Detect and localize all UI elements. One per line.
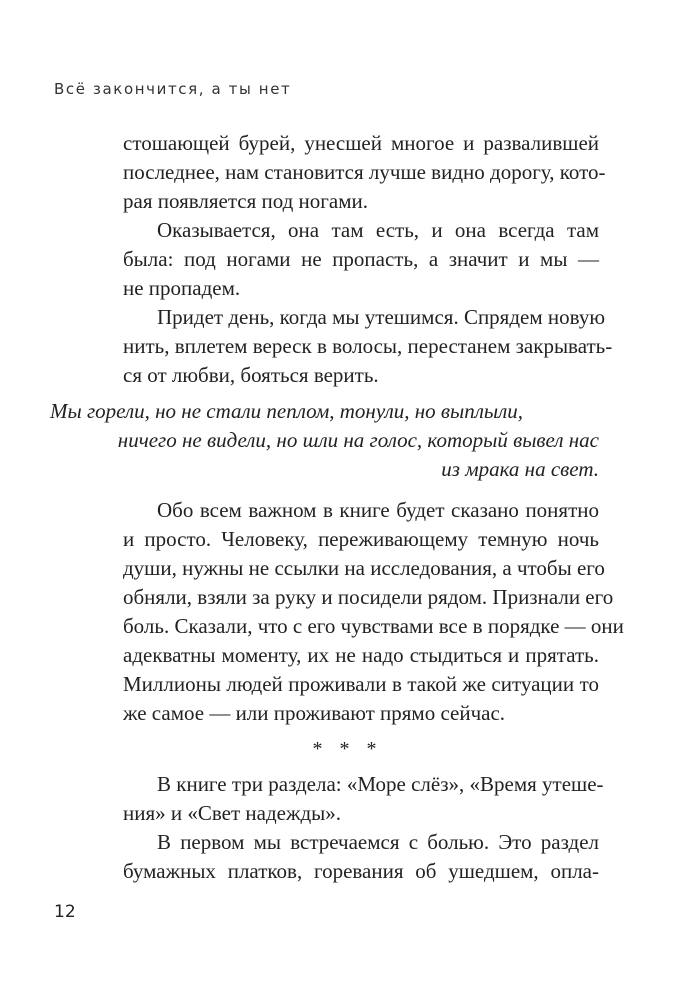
epigraph-line: ничего не видели, но шли на голос, который вывел нас	[117, 428, 599, 452]
epigraph-line: из мрака на свет.	[441, 457, 599, 481]
text-line: адекватны моменту, их не надо стыдиться и прятать.	[123, 643, 599, 667]
text-line: была: под ногами не пропасть, а значит и мы —	[123, 247, 599, 271]
text-line: нить, вплетем вереск в волосы, перестанем закрывать-	[123, 334, 613, 358]
text-line: обняли, взяли за руку и посидели рядом. Признали его	[123, 585, 614, 609]
text-line: последнее, нам становится лучше видно дорогу, кото-	[123, 160, 606, 184]
text-line: боль. Сказали, что с его чувствами все в порядке — они	[123, 614, 624, 638]
text-line: В книге три раздела: «Море слёз», «Время утеше-	[157, 772, 604, 796]
text-line: Придет день, когда мы утешимся. Спрядем новую	[157, 305, 606, 329]
epigraph	[50, 397, 599, 484]
page-number: 12	[54, 902, 76, 922]
text-line: бумажных платков, горевания об ушедшем, опла-	[123, 859, 599, 883]
text-line: В первом мы встречаемся с болью. Это раздел	[157, 830, 599, 854]
body-text-block-2	[123, 496, 624, 728]
body-text-block-3	[123, 770, 604, 886]
body-text-block-1	[123, 129, 613, 390]
text-line: Миллионы людей проживали в такой же ситуации то	[123, 672, 599, 696]
text-line: ния» и «Свет надежды».	[123, 801, 342, 825]
text-line: же самое — или проживают прямо сейчас.	[123, 701, 506, 725]
text-line: Оказывается, она там есть, и она всегда там	[157, 218, 599, 242]
epigraph-line: Мы горели, но не стали пеплом, тонули, но выплыли,	[50, 399, 524, 423]
text-line: души, нужны не ссылки на исследования, а чтобы его	[123, 556, 605, 580]
text-line: Обо всем важном в книге будет сказано понятно	[157, 498, 599, 522]
text-line: стошающей бурей, унесшей многое и развалившей	[123, 131, 599, 155]
text-line: не пропадем.	[123, 276, 241, 300]
text-line: ся от любви, бояться верить.	[123, 363, 379, 387]
text-line: рая появляется под ногами.	[123, 189, 369, 213]
section-separator: * * *	[312, 738, 383, 760]
text-line: и просто. Человеку, переживающему темную ночь	[123, 527, 599, 551]
running-header: Всё закончится, а ты нет	[54, 80, 292, 98]
